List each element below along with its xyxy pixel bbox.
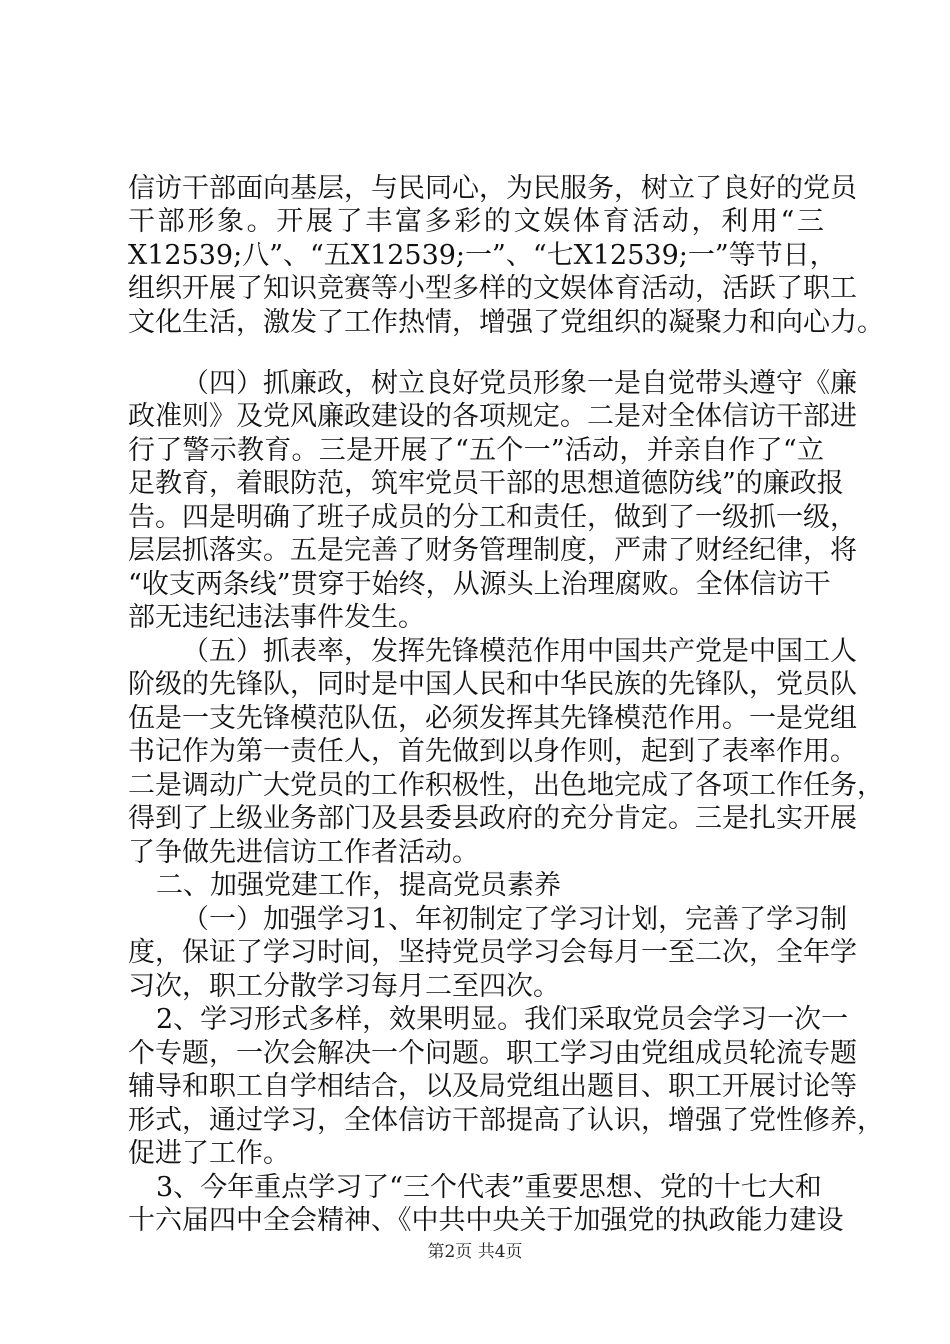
page-footer: 第2页 共4页 [427, 1242, 523, 1262]
text-line: （四）抓廉政，树立良好党员形象一是自觉带头遵守《廉 [182, 368, 857, 399]
text-line: 文化生活，激发了工作热情，增强了党组织的凝聚力和向心力。 [128, 307, 884, 338]
text-line: 干部形象。开展了丰富多彩的文娱体育活动，利用“三 [128, 206, 824, 237]
text-line: 部无违纪违法事件发生。 [128, 602, 425, 633]
text-line: 度，保证了学习时间，坚持党员学习会每月一至二次，全年学 [128, 937, 857, 968]
text-line: 阶级的先锋队，同时是中国人民和中华民族的先锋队，党员队 [128, 669, 857, 700]
text-line: 3、今年重点学习了“三个代表”重要思想、党的十七大和 [156, 1172, 822, 1203]
text-line: 书记作为第一责任人，首先做到以身作则，起到了表率作用。 [128, 736, 857, 767]
text-line: 辅导和职工自学相结合，以及局党组出题目、职工开展讨论等 [128, 1071, 857, 1102]
text-line: 2、学习形式多样，效果明显。我们采取党员会学习一次一 [156, 1004, 849, 1035]
text-line: （一）加强学习1、年初制定了学习计划，完善了学习制 [182, 904, 848, 935]
text-line: 促进了工作。 [128, 1138, 290, 1169]
text-line: 告。四是明确了班子成员的分工和责任，做到了一级抓一级， [128, 502, 857, 533]
text-line: 了争做先进信访工作者活动。 [128, 837, 479, 868]
text-line: 信访干部面向基层，与民同心，为民服务，树立了良好的党员 [128, 173, 857, 204]
text-line: “收支两条线”贯穿于始终，从源头上治理腐败。全体信访干 [128, 569, 831, 600]
text-line: 行了警示教育。三是开展了“五个一”活动，并亲自作了“立 [128, 435, 824, 466]
text-line: 个专题，一次会解决一个问题。职工学习由党组成员轮流专题 [128, 1038, 857, 1069]
text-line: 足教育，着眼防范，筑牢党员干部的思想道德防线”的廉政报 [128, 468, 844, 499]
text-line: 二是调动广大党员的工作积极性，出色地完成了各项工作任务， [128, 770, 884, 801]
text-line: 伍是一支先锋模范队伍，必须发挥其先锋模范作用。一是党组 [128, 703, 857, 734]
text-line: 形式，通过学习，全体信访干部提高了认识，增强了党性修养， [128, 1105, 884, 1136]
section-heading: 二、加强党建工作，提高党员素养 [156, 870, 561, 901]
text-line: 十六届四中全会精神、《中共中央关于加强党的执政能力建设 [128, 1205, 844, 1236]
text-line: 政准则》及党风廉政建设的各项规定。二是对全体信访干部进 [128, 401, 857, 432]
text-line: 得到了上级业务部门及县委县政府的充分肯定。三是扎实开展 [128, 803, 857, 834]
text-line: 组织开展了知识竞赛等小型多样的文娱体育活动，活跃了职工 [128, 273, 857, 304]
text-line: 习次，职工分散学习每月二至四次。 [128, 971, 560, 1002]
text-line: 层层抓落实。五是完善了财务管理制度，严肃了财经纪律，将 [128, 535, 857, 566]
text-line: （五）抓表率，发挥先锋模范作用中国共产党是中国工人 [182, 636, 857, 667]
text-line: X12539;八”、“五X12539;一”、“七X12539;一”等节日， [128, 240, 837, 271]
